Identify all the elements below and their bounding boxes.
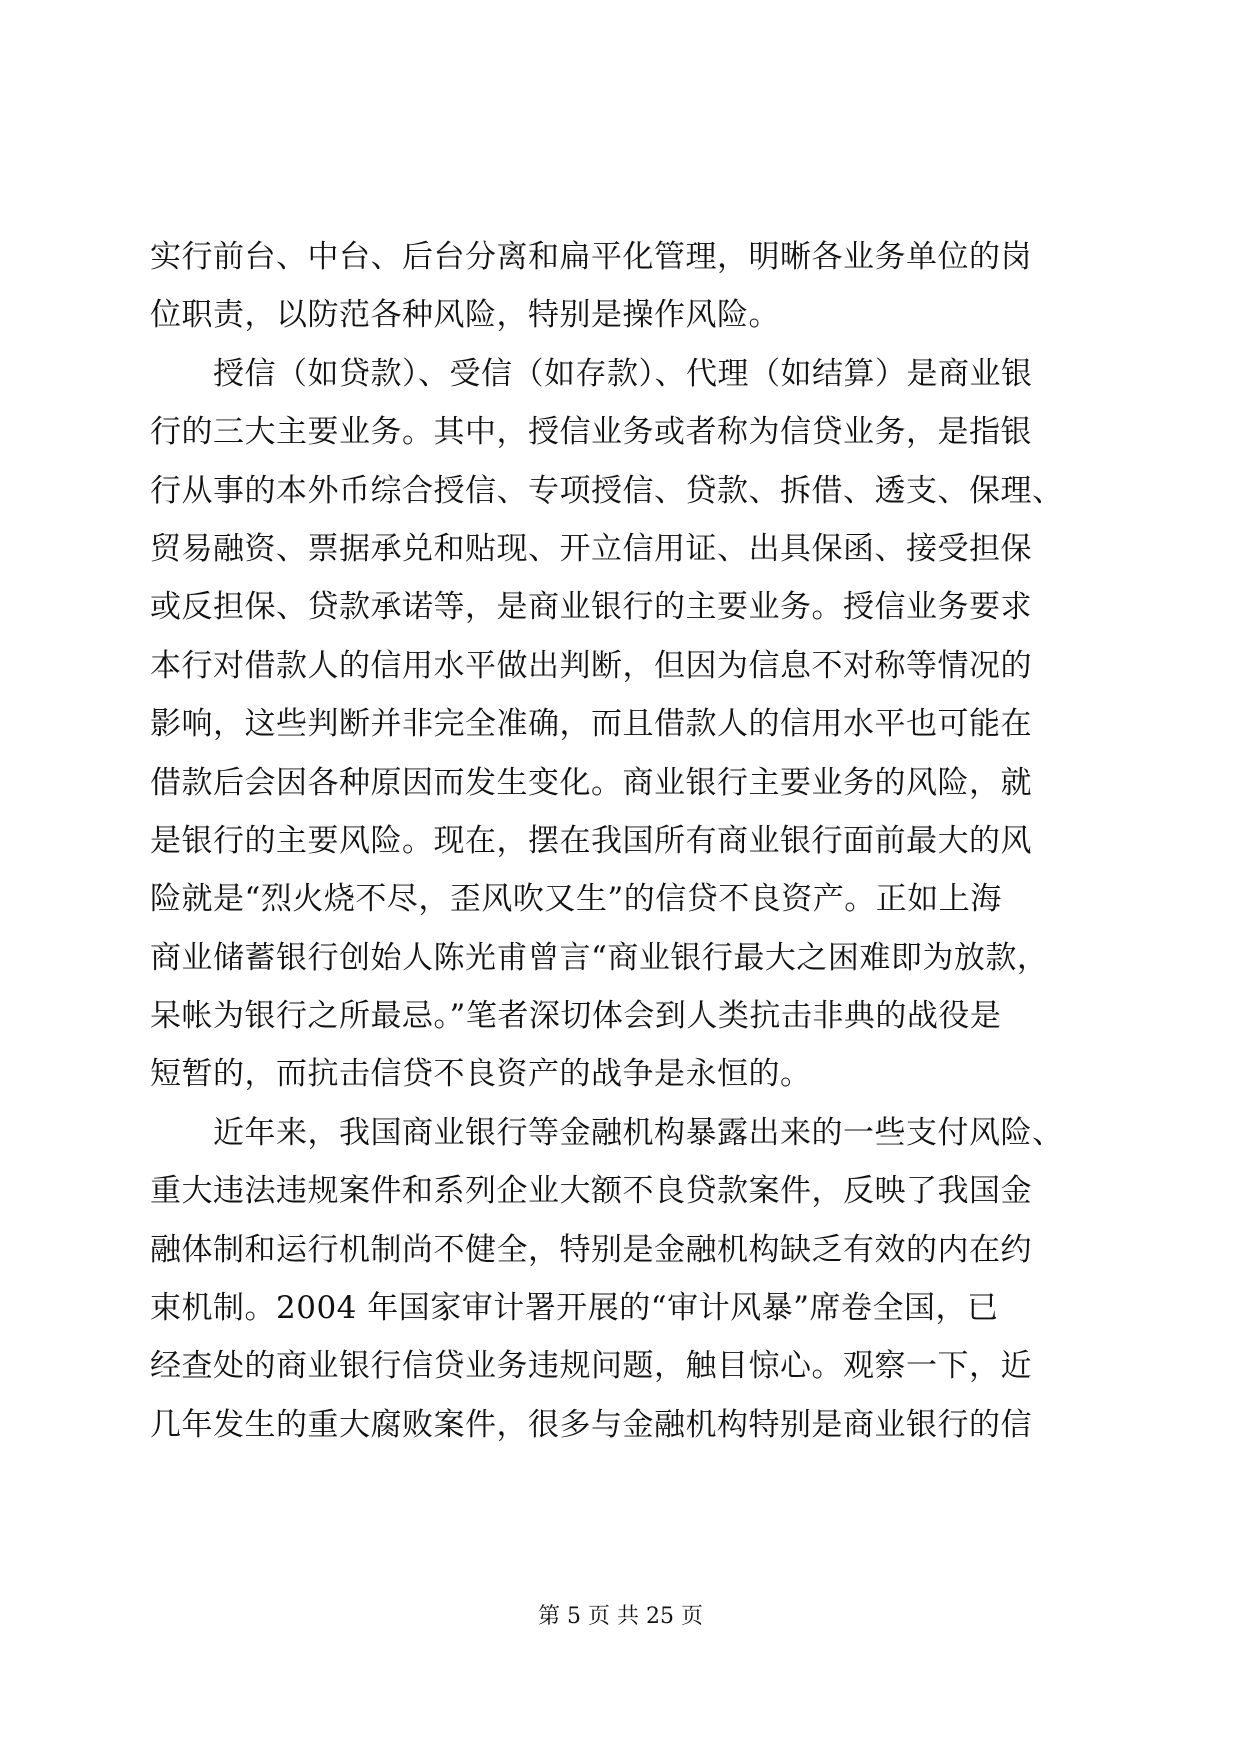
text-line: 险就是“烈火烧不尽，歪风吹又生”的信贷不良资产。正如上海 (150, 881, 1002, 918)
text-line: 呆帐为银行之所最忌。”笔者深切体会到人类抗击非典的战役是 (150, 998, 1002, 1035)
text-line: 实行前台、中台、后台分离和扁平化管理，明晰各业务单位的岗 (150, 239, 1032, 275)
text-line: 短暂的，而抗击信贷不良资产的战争是永恒的。 (150, 1056, 812, 1093)
text-line: 几年发生的重大腐败案件，很多与金融机构特别是商业银行的信 (150, 1406, 1032, 1443)
text-line: 融体制和运行机制尚不健全，特别是金融机构缺乏有效的内在约 (150, 1231, 1032, 1268)
text-line: 贸易融资、票据承兑和贴现、开立信用证、出具保函、接受担保 (150, 530, 1032, 567)
text-line: 束机制。2004 年国家审计署开展的“审计风暴”席卷全国，已 (150, 1290, 999, 1327)
text-line: 或反担保、贷款承诺等，是商业银行的主要业务。授信业务要求 (150, 589, 1032, 626)
text-line: 影响，这些判断并非完全准确，而且借款人的信用水平也可能在 (150, 706, 1032, 743)
text-line: 重大违法违规案件和系列企业大额不良贷款案件，反映了我国金 (150, 1173, 1032, 1210)
text-line: 借款后会因各种原因而发生变化。商业银行主要业务的风险，就 (150, 764, 1032, 801)
text-line: 经查处的商业银行信贷业务违规问题，触目惊心。观察一下，近 (150, 1348, 1032, 1385)
text-line: 近年来，我国商业银行等金融机构暴露出来的一些支付风险、 (150, 1114, 1064, 1151)
text-line: 位职责，以防范各种风险，特别是操作风险。 (150, 297, 780, 334)
body-text (150, 228, 1070, 1454)
text-line: 本行对借款人的信用水平做出判断，但因为信息不对称等情况的 (150, 647, 1032, 684)
page-number-footer: 第 5 页 共 25 页 (538, 1604, 703, 1629)
text-line: 是银行的主要风险。现在，摆在我国所有商业银行面前最大的风 (150, 822, 1032, 859)
text-line: 行的三大主要业务。其中，授信业务或者称为信贷业务，是指银 (150, 414, 1032, 451)
text-line: 商业储蓄银行创始人陈光甫曾言“商业银行最大之困难即为放款， (150, 939, 1049, 976)
text-line: 行从事的本外币综合授信、专项授信、贷款、拆借、透支、保理、 (150, 472, 1064, 509)
text-line: 授信（如贷款）、受信（如存款）、代理（如结算）是商业银 (150, 355, 1033, 392)
